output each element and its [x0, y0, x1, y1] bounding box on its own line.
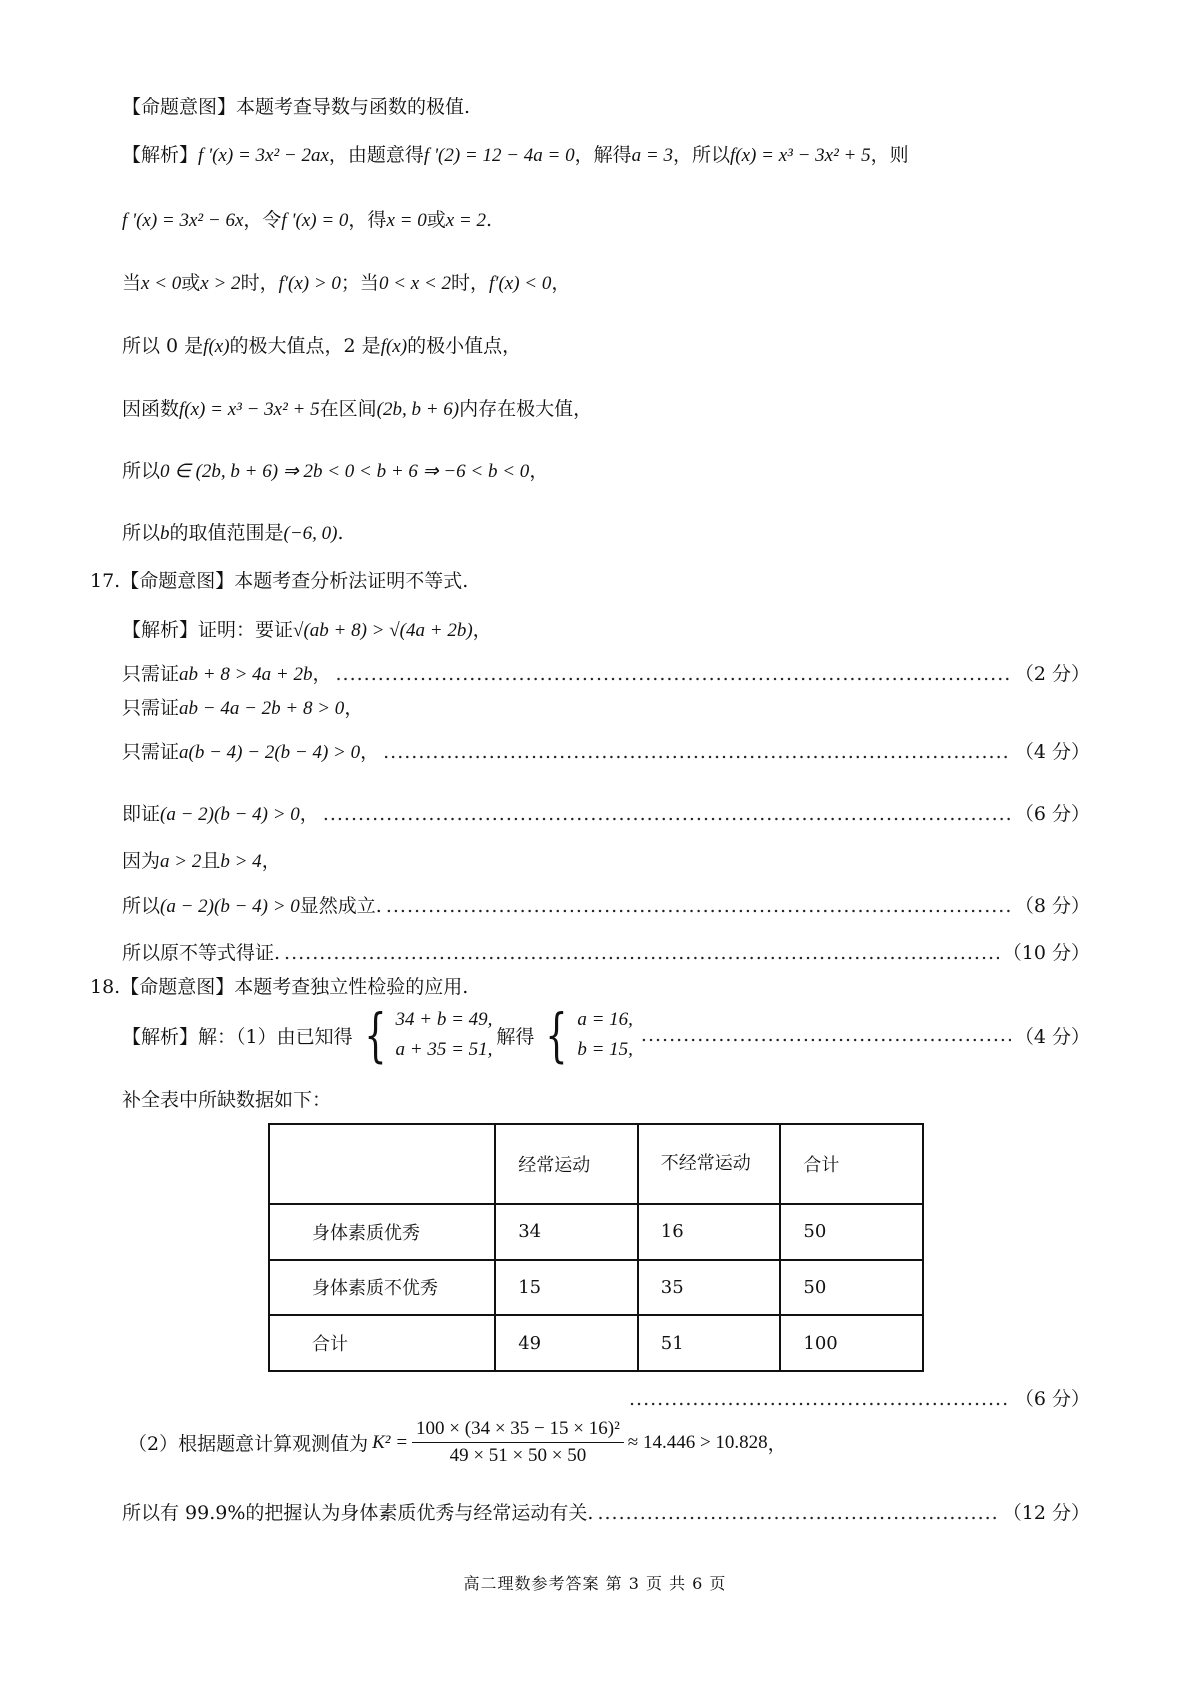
math: ≈ 14.446 > 10.828 [627, 1431, 768, 1453]
q17-solution-line-1: 【解析】证明：要证√(ab + 8) > √(4a + 2b)， [122, 619, 492, 641]
q16-solution-line-4: 所以 0 是f(x)的极大值点，2 是f(x)的极小值点， [122, 335, 522, 357]
math: ab + 8 > 4a + 2b [179, 664, 313, 685]
math: x < 0 [141, 273, 182, 294]
leader-dots [284, 942, 999, 964]
fraction: $\frac{\text{100 × (34 × 35 − 15 × 16)²}}{49 \times 51 \times 50 \times 50}$ [412, 1418, 624, 1467]
table-cell: 51 [638, 1315, 781, 1371]
math: 0 < x < 2 [378, 273, 452, 294]
table-row [269, 1315, 923, 1371]
table-cell: 身体素质不优秀 [269, 1260, 495, 1316]
equation-system-given: { 34 + b = 49, a + 35 = 51, [363, 1001, 493, 1069]
math: K² = [372, 1431, 409, 1453]
math: a > 2 [160, 851, 202, 872]
q18-conclusion: 所以有 99.9%的把握认为身体素质优秀与经常运动有关. ..... （12 分） [122, 1498, 1090, 1525]
leader-dots [597, 1502, 998, 1524]
table-header-cell: 合计 [780, 1124, 923, 1204]
q17-step-3: 只需证a(b − 4) − 2(b − 4) > 0， ..... （4 分） [122, 737, 1090, 764]
leader-dots [641, 1024, 1011, 1046]
leader-dots [336, 663, 1011, 685]
score: （8 分） [1014, 895, 1090, 917]
q16-solution-line-1: 【解析】f '(x) = 3x² − 2ax，由题意得f '(2) = 12 − 4a = 0，解得a = 3，所以f(x) = x³ − 3x² + 5，则 [122, 144, 909, 166]
score: （6 分） [1014, 1388, 1090, 1410]
table-cell: 50 [780, 1260, 923, 1316]
score: （4 分） [1014, 741, 1090, 763]
table-cell: 15 [495, 1260, 638, 1316]
math: b > 4 [220, 851, 262, 872]
math: f(x) = x³ − 3x² + 5 [179, 399, 320, 420]
page-footer: 高二理数参考答案 第 3 页 共 6 页 [463, 1574, 727, 1593]
math: f '(2) = 12 − 4a = 0 [423, 145, 575, 166]
table-header-cell: 不经常运动 [638, 1124, 781, 1204]
math: (a − 2)(b − 4) > 0 [160, 804, 300, 825]
leader-dots [323, 803, 1011, 825]
q16-solution-line-6: 所以0 ∈ (2b, b + 6) ⇒ 2b < 0 < b + 6 ⇒ −6 < b < 0， [122, 460, 549, 482]
math: x = 0 [386, 210, 427, 231]
math: f(x) [203, 336, 230, 357]
q18-intent: 18.【命题意图】本题考查独立性检验的应用. [90, 976, 469, 998]
math: x = 2 [445, 210, 486, 231]
math: (2b, b + 6) [376, 399, 460, 420]
math: f '(x) = 3x² − 6x [122, 210, 244, 231]
table-header-cell [269, 1124, 495, 1204]
table-header-row [269, 1124, 923, 1204]
math: f '(x) = 3x² − 2ax [198, 145, 329, 166]
table-cell: 35 [638, 1260, 781, 1316]
table-header-cell: 经常运动 [495, 1124, 638, 1204]
math: x > 2 [200, 273, 241, 294]
leader-dots [386, 895, 1011, 917]
q17-step-1: 只需证ab + 8 > 4a + 2b， ..... （2 分） [122, 659, 1090, 686]
score: （10 分） [1002, 942, 1090, 964]
q16-solution-line-3: 当x < 0或x > 2时，f′(x) > 0；当0 < x < 2时，f′(x) < 0， [122, 272, 571, 294]
q17-intent: 17.【命题意图】本题考查分析法证明不等式. [90, 570, 469, 592]
math: a(b − 4) − 2(b − 4) > 0 [179, 742, 361, 763]
q16-solution-line-7: 所以b的取值范围是(−6, 0). [122, 522, 344, 544]
math: √(ab + 8) > √(4a + 2b) [293, 620, 473, 641]
score: （6 分） [1014, 803, 1090, 825]
math: a = 3 [631, 145, 673, 166]
table-row [269, 1204, 923, 1260]
math: (a − 2)(b − 4) > 0 [160, 896, 300, 917]
q16-solution-line-5: 因函数f(x) = x³ − 3x² + 5在区间(2b, b + 6)内存在极大值， [122, 398, 593, 420]
table-cell: 34 [495, 1204, 638, 1260]
math: f '(x) = 0 [281, 210, 349, 231]
score: （4 分） [1014, 1025, 1090, 1048]
table-score-line [625, 1384, 1090, 1411]
math: b [160, 523, 170, 544]
equation-system-solution: { a = 16, b = 15, [545, 1001, 633, 1069]
table-row [269, 1260, 923, 1316]
math: (−6, 0) [283, 523, 338, 544]
table-cell: 49 [495, 1315, 638, 1371]
q17-step-2: 只需证ab − 4a − 2b + 8 > 0， [122, 697, 364, 719]
table-cell: 100 [780, 1315, 923, 1371]
contingency-table [268, 1123, 924, 1372]
table-cell: 50 [780, 1204, 923, 1260]
math: f(x) = x³ − 3x² + 5 [730, 145, 871, 166]
math: f(x) [380, 336, 408, 357]
math: ab − 4a − 2b + 8 > 0 [179, 698, 345, 719]
q16-solution-line-2: f '(x) = 3x² − 6x，令f '(x) = 0，得x = 0或x = 2. [122, 209, 493, 231]
table-cell: 16 [638, 1204, 781, 1260]
q17-step-6: 所以(a − 2)(b − 4) > 0显然成立. ..... （8 分） [122, 891, 1090, 918]
score: （2 分） [1014, 663, 1090, 685]
leader-dots [383, 741, 1011, 763]
q18-part1-line: 【解析】解：（1）由已知得 { 34 + b = 49, a + 35 = 51, 解得 { a = 16, b = 15, ..... （4 分） [122, 1005, 1090, 1065]
table-intro: 补全表中所缺数据如下： [122, 1089, 332, 1111]
q16-intent: 【命题意图】本题考查导数与函数的极值. [122, 96, 471, 118]
q17-step-7: 所以原不等式得证. ..... （10 分） [122, 938, 1090, 965]
math: f′(x) < 0 [489, 273, 552, 294]
q17-step-5: 因为a > 2且b > 4， [122, 850, 281, 872]
leader-dots [629, 1388, 1011, 1410]
math: 0 ∈ (2b, b + 6) ⇒ 2b < 0 < b + 6 ⇒ −6 < b < 0 [160, 461, 530, 482]
q17-step-4: 即证(a − 2)(b − 4) > 0， ..... （6 分） [122, 799, 1090, 826]
table-cell: 合计 [269, 1315, 495, 1371]
score: （12 分） [1002, 1502, 1090, 1524]
q18-part2-line: （2）根据题意计算观测值为 K² = $\frac{\text{100 × (34 × 35 − 15 × 16)²}}{49 \times 51 \times 50 \times 50}$ ≈ 14.446 > 10.828 ， [128, 1418, 787, 1466]
math: f′(x) > 0 [278, 273, 341, 294]
table-cell: 身体素质优秀 [269, 1204, 495, 1260]
